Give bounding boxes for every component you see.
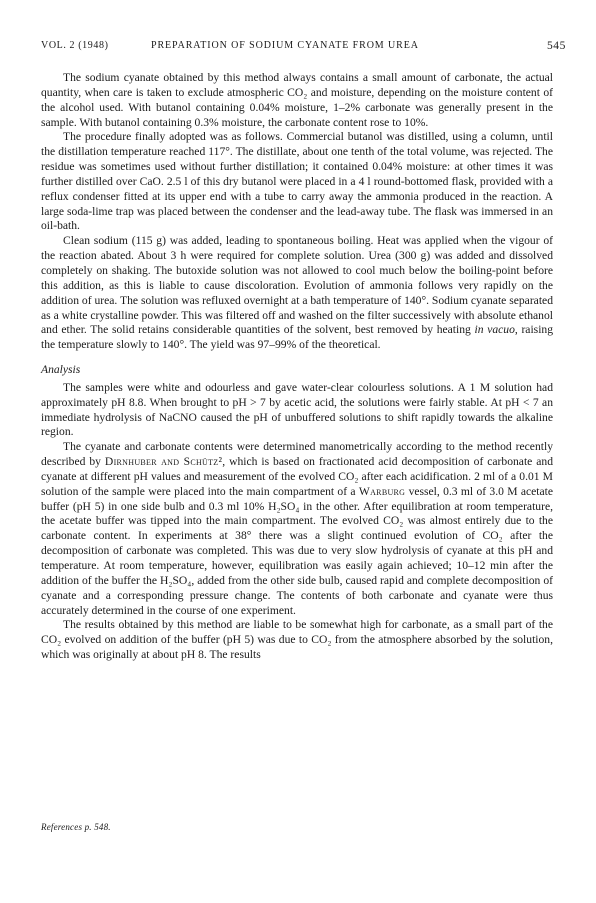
- paragraph-text-c: vessel, 0.3 ml of 3.0 M acetate buffer (pH 5) in one side bulb and 0.3 ml 10% H₂SO₄ in the other. After equilibration at room temperature, the acetate buffer was tipped into the main compartment. The evolved CO₂ was almost entirely due to the carbonate content. In experiments at 38° there was a slight continued evolution of CO₂ after the decomposition of carbonate was completed. This was due to very slow hydrolysis of cyanate at this pH and temperature. At room temperature, however, equilibration was easily again achieved; 10–12 min after the addition of the buffer the H₂SO₄, added from the other side bulb, caused rapid and complete decomposition of cyanate and a corresponding pressure change. The contents of both carbonate and cyanate were thus accurately determined in the course of one experiment.: [41, 484, 553, 617]
- section-heading-analysis: Analysis: [41, 363, 81, 377]
- paragraph-results: The results obtained by this method are liable to be somewhat high for carbonate, as a small part of the CO₂ evolved on addition of the buffer (pH 5) was due to CO₂ from the atmosphere absorbed by the solution, which was originally at about pH 8. The results: [41, 618, 553, 662]
- italic-term: in vacuo: [474, 323, 515, 337]
- author-citation: Dirnhuber and Schütz²: [104, 455, 223, 469]
- paragraph-samples: The samples were white and odourless and gave water-clear colourless solutions. A 1 M solution had approximately pH 8.8. When brought to pH > 7 by acetic acid, the solutions were fairly stable. At pH < 7 an immediate hydrolysis of NaCNO caused the pH of unbuffered solutions to shift rapidly towards the alkaline region.: [41, 380, 553, 439]
- paragraph-manometric-method: [41, 440, 553, 618]
- vessel-name: Warburg: [358, 484, 406, 498]
- paragraph-text-b: , which is based on fractionated acid decomposition of carbonate and cyanate at different pH values and measurement of the evolved CO₂ after each acidification. 2 ml of a 0.01 M solution of the sample were placed into the main compartment of a: [41, 455, 553, 498]
- paragraph-sodium-addition: [41, 234, 553, 353]
- page-number: 545: [546, 40, 566, 52]
- volume-label: VOL. 2 (1948): [41, 40, 109, 51]
- paragraph-procedure: The procedure finally adopted was as follows. Commercial butanol was distilled, using a column, until the distillation temperature reached 117°. The distillate, about one tenth of the total volume, was rejected. The residue was sometimes used without further distillation; it contained 0.04% moisture: at other times it was further distilled over CaO. 2.5 l of this dry butanol were placed in a 4 l round-bottomed flask, provided with a reflux condenser fitted at its upper end with a tube to carry away the ammonia produced in the reaction. A large soda-lime trap was placed between the condenser and the lead-away tube. The flask was immersed in an oil-bath.: [41, 130, 553, 233]
- paragraph-carbonate-content: The sodium cyanate obtained by this method always contains a small amount of carbonate, the actual quantity, when care is taken to exclude atmospheric CO₂ and moisture, depending on the moisture content of the alcohol used. With butanol containing 0.04% moisture, 1–2% carbonate was generally present in the sample. With butanol containing 0.3% moisture, the carbonate content rose to 10%.: [41, 71, 553, 129]
- paragraph-text-a: The cyanate and carbonate contents were determined manometrically according to the method recently described by: [41, 440, 553, 469]
- paragraph-text-end: , raising the temperature slowly to 140°. The yield was 97–99% of the theoretical.: [41, 323, 554, 352]
- paragraph-text: Clean sodium (115 g) was added, leading to spontaneous boiling. Heat was applied when the vigour of the reaction abated. About 3 h were required for complete solution. Urea (300 g) was added and dissolved completely on shaking. The butoxide solution was not allowed to cool much below the boiling-point before this addition, as this is liable to cause discoloration. Evolution of ammonia follows very rapidly on the addition of urea. The solution was refluxed overnight at a bath temperature of 140°. Sodium cyanate separated as a white crystalline powder. This was filtered off and washed on the filter successively with absolute ethanol and ether. The solid retains considerable quantities of the solvent, best removed by heating: [41, 234, 553, 337]
- running-title: PREPARATION OF SODIUM CYANATE FROM UREA: [151, 40, 419, 51]
- running-header: [41, 40, 566, 56]
- references-note: References p. 548.: [41, 822, 111, 832]
- article-body: [41, 71, 553, 663]
